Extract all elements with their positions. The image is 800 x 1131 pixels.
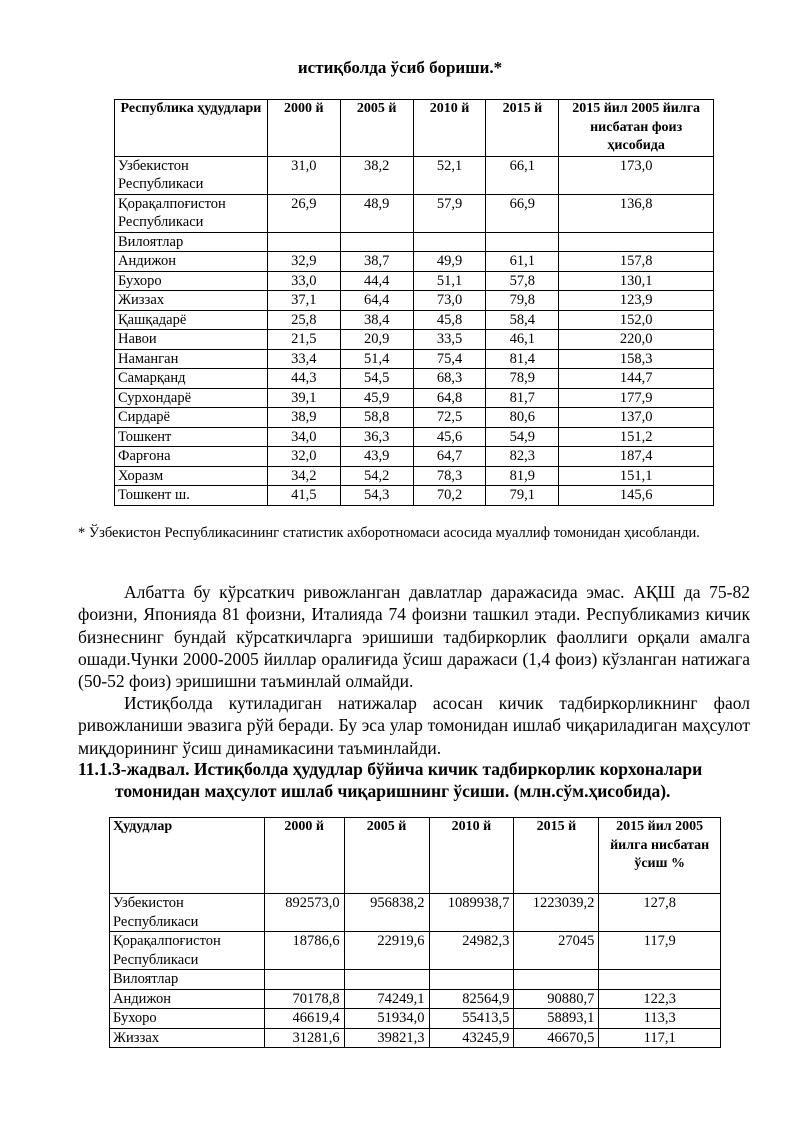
value-cell: 61,1 bbox=[486, 252, 559, 272]
value-cell: 122,3 bbox=[599, 989, 721, 1009]
value-cell: 45,6 bbox=[413, 427, 486, 447]
value-cell: 49,9 bbox=[413, 252, 486, 272]
value-cell bbox=[486, 232, 559, 252]
region-cell: Вилоятлар bbox=[110, 970, 265, 990]
value-cell: 31,0 bbox=[267, 156, 340, 194]
table-row bbox=[110, 894, 721, 932]
header-cell: Республика ҳудудлари bbox=[115, 100, 268, 157]
table-caption-line: 11.1.3-жадвал. Истиқболда ҳудудлар бўйича кичик тадбиркорлик корхоналари bbox=[78, 759, 703, 779]
table-body bbox=[110, 894, 721, 1048]
value-cell: 45,8 bbox=[413, 310, 486, 330]
value-cell: 81,9 bbox=[486, 466, 559, 486]
value-cell: 73,0 bbox=[413, 291, 486, 311]
regional-share-table bbox=[114, 99, 714, 506]
table-row bbox=[115, 466, 714, 486]
region-cell: Андижон bbox=[115, 252, 268, 272]
header-cell: 2005 й bbox=[340, 100, 413, 157]
table-caption bbox=[78, 758, 758, 802]
table-row bbox=[115, 330, 714, 350]
value-cell: 20,9 bbox=[340, 330, 413, 350]
region-cell: Фарғона bbox=[115, 447, 268, 467]
value-cell: 33,4 bbox=[267, 349, 340, 369]
table-row bbox=[115, 194, 714, 232]
footnote: * Ўзбекистон Республикасининг статистик ахборотномаси асосида муаллиф томонидан ҳисобланди. bbox=[78, 525, 700, 541]
production-growth-table bbox=[109, 817, 721, 1048]
value-cell: 117,9 bbox=[599, 932, 721, 970]
value-cell bbox=[514, 970, 599, 990]
value-cell: 72,5 bbox=[413, 408, 486, 428]
header-cell: 2010 й bbox=[413, 100, 486, 157]
table-row bbox=[110, 1028, 721, 1048]
header-cell: 2010 й bbox=[429, 818, 514, 894]
value-cell: 80,6 bbox=[486, 408, 559, 428]
table-row bbox=[115, 349, 714, 369]
table-row bbox=[115, 427, 714, 447]
table-row bbox=[110, 970, 721, 990]
value-cell: 21,5 bbox=[267, 330, 340, 350]
value-cell: 24982,3 bbox=[429, 932, 514, 970]
value-cell: 956838,2 bbox=[344, 894, 429, 932]
header-cell: 2015 йил 2005 йилга нисбатан фоиз ҳисобида bbox=[559, 100, 714, 157]
value-cell: 39821,3 bbox=[344, 1028, 429, 1048]
table-row bbox=[110, 932, 721, 970]
region-cell: Андижон bbox=[110, 989, 265, 1009]
value-cell: 45,9 bbox=[340, 388, 413, 408]
value-cell: 81,4 bbox=[486, 349, 559, 369]
value-cell: 137,0 bbox=[559, 408, 714, 428]
region-cell: Сирдарё bbox=[115, 408, 268, 428]
value-cell: 44,4 bbox=[340, 271, 413, 291]
value-cell: 78,9 bbox=[486, 369, 559, 389]
value-cell: 32,9 bbox=[267, 252, 340, 272]
value-cell: 46670,5 bbox=[514, 1028, 599, 1048]
value-cell: 54,9 bbox=[486, 427, 559, 447]
value-cell: 58893,1 bbox=[514, 1009, 599, 1029]
value-cell: 70,2 bbox=[413, 486, 486, 506]
region-cell: Узбекистон Республикаси bbox=[110, 894, 265, 932]
header-cell: 2015 й bbox=[486, 100, 559, 157]
value-cell: 38,9 bbox=[267, 408, 340, 428]
value-cell: 892573,0 bbox=[264, 894, 344, 932]
table-row bbox=[110, 1009, 721, 1029]
value-cell: 34,2 bbox=[267, 466, 340, 486]
value-cell: 52,1 bbox=[413, 156, 486, 194]
region-cell: Тошкент bbox=[115, 427, 268, 447]
region-cell: Навои bbox=[115, 330, 268, 350]
table-row bbox=[115, 252, 714, 272]
region-cell: Сурхондарё bbox=[115, 388, 268, 408]
region-cell: Жиззах bbox=[110, 1028, 265, 1048]
region-cell: Узбекистон Республикаси bbox=[115, 156, 268, 194]
region-cell: Наманган bbox=[115, 349, 268, 369]
value-cell: 127,8 bbox=[599, 894, 721, 932]
value-cell: 32,0 bbox=[267, 447, 340, 467]
value-cell: 44,3 bbox=[267, 369, 340, 389]
value-cell: 43245,9 bbox=[429, 1028, 514, 1048]
region-cell: Хоразм bbox=[115, 466, 268, 486]
value-cell bbox=[413, 232, 486, 252]
value-cell: 37,1 bbox=[267, 291, 340, 311]
table-row bbox=[115, 388, 714, 408]
section-title: истиқболда ўсиб бориши.* bbox=[297, 58, 503, 77]
header-cell: 2015 йил 2005 йилга нисбатан ўсиш % bbox=[599, 818, 721, 894]
table-row bbox=[110, 989, 721, 1009]
value-cell: 81,7 bbox=[486, 388, 559, 408]
region-cell: Бухоро bbox=[115, 271, 268, 291]
value-cell: 144,7 bbox=[559, 369, 714, 389]
table-row bbox=[115, 232, 714, 252]
paragraph: Истиқболда кутиладиган натижалар асосан кичик тадбиркорликнинг фаол ривожланиши эвазига рўй беради. Бу эса улар томонидан ишлаб чиқариладиган маҳсулот миқдорининг ўсиш динамикасини таъминлайди. bbox=[78, 693, 750, 758]
value-cell: 51,1 bbox=[413, 271, 486, 291]
value-cell: 51934,0 bbox=[344, 1009, 429, 1029]
value-cell: 158,3 bbox=[559, 349, 714, 369]
value-cell bbox=[267, 232, 340, 252]
value-cell: 54,2 bbox=[340, 466, 413, 486]
value-cell: 38,2 bbox=[340, 156, 413, 194]
value-cell: 31281,6 bbox=[264, 1028, 344, 1048]
value-cell bbox=[340, 232, 413, 252]
value-cell: 66,9 bbox=[486, 194, 559, 232]
value-cell: 48,9 bbox=[340, 194, 413, 232]
value-cell: 82,3 bbox=[486, 447, 559, 467]
value-cell: 55413,5 bbox=[429, 1009, 514, 1029]
value-cell: 1223039,2 bbox=[514, 894, 599, 932]
region-cell: Вилоятлар bbox=[115, 232, 268, 252]
value-cell: 79,8 bbox=[486, 291, 559, 311]
paragraph: Албатта бу кўрсаткич ривожланган давлатлар даражасида эмас. АҚШ да 75-82 фоизни, Японияда 81 фоизни, Италияда 74 фоизни ташкил этади. Республикамиз кичик бизнеснинг бундай кўрсаткичларга эришиши тадбиркорлик фаоллиги орқали амалга ошади.Чунки 2000-2005 йиллар оралиғида ўсиш даражаси (1,4 фоиз) кўзланган натижага (50-52 фоиз) эришишни таъминлай олмайди. bbox=[78, 582, 750, 692]
value-cell: 34,0 bbox=[267, 427, 340, 447]
value-cell: 130,1 bbox=[559, 271, 714, 291]
value-cell: 26,9 bbox=[267, 194, 340, 232]
value-cell: 64,8 bbox=[413, 388, 486, 408]
table-row bbox=[115, 447, 714, 467]
value-cell: 39,1 bbox=[267, 388, 340, 408]
value-cell: 117,1 bbox=[599, 1028, 721, 1048]
value-cell: 51,4 bbox=[340, 349, 413, 369]
value-cell: 145,6 bbox=[559, 486, 714, 506]
value-cell: 54,5 bbox=[340, 369, 413, 389]
value-cell: 173,0 bbox=[559, 156, 714, 194]
table-row bbox=[115, 271, 714, 291]
table-row bbox=[115, 486, 714, 506]
table-row bbox=[115, 310, 714, 330]
header-cell: 2000 й bbox=[267, 100, 340, 157]
region-cell: Қорақалпоғистон Республикаси bbox=[115, 194, 268, 232]
value-cell: 74249,1 bbox=[344, 989, 429, 1009]
value-cell: 46619,4 bbox=[264, 1009, 344, 1029]
value-cell: 64,4 bbox=[340, 291, 413, 311]
value-cell bbox=[429, 970, 514, 990]
value-cell: 64,7 bbox=[413, 447, 486, 467]
value-cell: 33,0 bbox=[267, 271, 340, 291]
table-row bbox=[115, 291, 714, 311]
value-cell: 90880,7 bbox=[514, 989, 599, 1009]
value-cell: 123,9 bbox=[559, 291, 714, 311]
table-row bbox=[115, 156, 714, 194]
value-cell: 22919,6 bbox=[344, 932, 429, 970]
value-cell: 82564,9 bbox=[429, 989, 514, 1009]
header-cell: Ҳудудлар bbox=[110, 818, 265, 894]
header-cell: 2005 й bbox=[344, 818, 429, 894]
value-cell: 68,3 bbox=[413, 369, 486, 389]
value-cell bbox=[559, 232, 714, 252]
region-cell: Жиззах bbox=[115, 291, 268, 311]
value-cell: 136,8 bbox=[559, 194, 714, 232]
value-cell: 33,5 bbox=[413, 330, 486, 350]
value-cell: 27045 bbox=[514, 932, 599, 970]
value-cell: 38,7 bbox=[340, 252, 413, 272]
region-cell: Тошкент ш. bbox=[115, 486, 268, 506]
value-cell: 220,0 bbox=[559, 330, 714, 350]
table-row bbox=[115, 408, 714, 428]
value-cell: 18786,6 bbox=[264, 932, 344, 970]
table-header-row bbox=[115, 100, 714, 157]
table-body bbox=[115, 156, 714, 505]
value-cell: 187,4 bbox=[559, 447, 714, 467]
value-cell: 66,1 bbox=[486, 156, 559, 194]
value-cell: 78,3 bbox=[413, 466, 486, 486]
value-cell: 1089938,7 bbox=[429, 894, 514, 932]
value-cell: 75,4 bbox=[413, 349, 486, 369]
value-cell: 46,1 bbox=[486, 330, 559, 350]
table-header-row bbox=[110, 818, 721, 894]
value-cell: 43,9 bbox=[340, 447, 413, 467]
region-cell: Қорақалпоғистон Республикаси bbox=[110, 932, 265, 970]
region-cell: Бухоро bbox=[110, 1009, 265, 1029]
value-cell: 38,4 bbox=[340, 310, 413, 330]
value-cell bbox=[344, 970, 429, 990]
table-row bbox=[115, 369, 714, 389]
header-cell: 2015 й bbox=[514, 818, 599, 894]
value-cell: 151,2 bbox=[559, 427, 714, 447]
value-cell: 58,8 bbox=[340, 408, 413, 428]
value-cell bbox=[264, 970, 344, 990]
value-cell: 57,9 bbox=[413, 194, 486, 232]
value-cell: 58,4 bbox=[486, 310, 559, 330]
value-cell: 36,3 bbox=[340, 427, 413, 447]
region-cell: Самарқанд bbox=[115, 369, 268, 389]
value-cell: 151,1 bbox=[559, 466, 714, 486]
value-cell: 54,3 bbox=[340, 486, 413, 506]
table-caption-line: томонидан маҳсулот ишлаб чиқаришнинг ўсиши. (млн.сўм.ҳисобида). bbox=[115, 781, 671, 801]
region-cell: Қашқадарё bbox=[115, 310, 268, 330]
value-cell bbox=[599, 970, 721, 990]
value-cell: 79,1 bbox=[486, 486, 559, 506]
value-cell: 70178,8 bbox=[264, 989, 344, 1009]
header-cell: 2000 й bbox=[264, 818, 344, 894]
value-cell: 57,8 bbox=[486, 271, 559, 291]
value-cell: 152,0 bbox=[559, 310, 714, 330]
value-cell: 177,9 bbox=[559, 388, 714, 408]
value-cell: 113,3 bbox=[599, 1009, 721, 1029]
value-cell: 157,8 bbox=[559, 252, 714, 272]
value-cell: 25,8 bbox=[267, 310, 340, 330]
value-cell: 41,5 bbox=[267, 486, 340, 506]
